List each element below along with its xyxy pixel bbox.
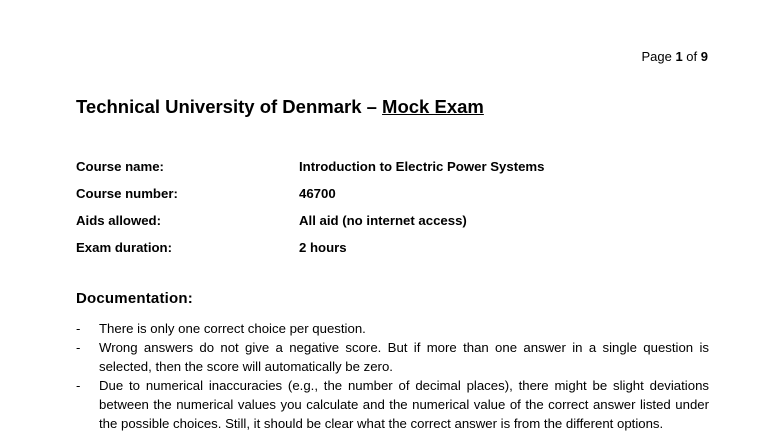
list-item — [76, 319, 709, 338]
page-total: 9 — [700, 49, 708, 64]
title-main: Technical University of Denmark – — [76, 96, 383, 117]
list-item-text: There is only one correct choice per question. — [99, 321, 366, 336]
title-mock-exam: Mock Exam — [382, 96, 484, 117]
info-row-course-number — [76, 186, 716, 201]
page-label: Page — [641, 49, 672, 64]
page-title — [76, 96, 484, 118]
documentation-heading: Documentation: — [76, 290, 193, 307]
bullet-dash: - — [76, 321, 81, 336]
info-value: 46700 — [299, 186, 336, 201]
documentation-list — [76, 319, 709, 433]
info-label: Course name: — [76, 159, 164, 174]
bullet-dash: - — [76, 340, 81, 355]
page-number — [641, 49, 708, 64]
page-of: of — [686, 49, 698, 64]
list-item-text: Due to numerical inaccuracies (e.g., the number of decimal places), there might be slight deviations between the numerical values you calculate and the numerical value of the correct answer listed under the possible choices. Still, it should be clear what the correct answer is from the different options. — [99, 378, 709, 431]
bullet-dash: - — [76, 378, 81, 393]
info-row-course-name — [76, 159, 716, 174]
info-label: Aids allowed: — [76, 213, 161, 228]
list-item-text: Wrong answers do not give a negative score. But if more than one answer in a single question is selected, then the score will automatically be zero. — [99, 340, 709, 374]
page-current: 1 — [675, 49, 683, 64]
info-value: 2 hours — [299, 240, 347, 255]
list-item — [76, 376, 709, 433]
info-value: All aid (no internet access) — [299, 213, 467, 228]
info-label: Course number: — [76, 186, 178, 201]
info-value: Introduction to Electric Power Systems — [299, 159, 545, 174]
info-label: Exam duration: — [76, 240, 172, 255]
info-row-exam-duration — [76, 240, 716, 255]
list-item — [76, 338, 709, 376]
info-row-aids-allowed — [76, 213, 716, 228]
